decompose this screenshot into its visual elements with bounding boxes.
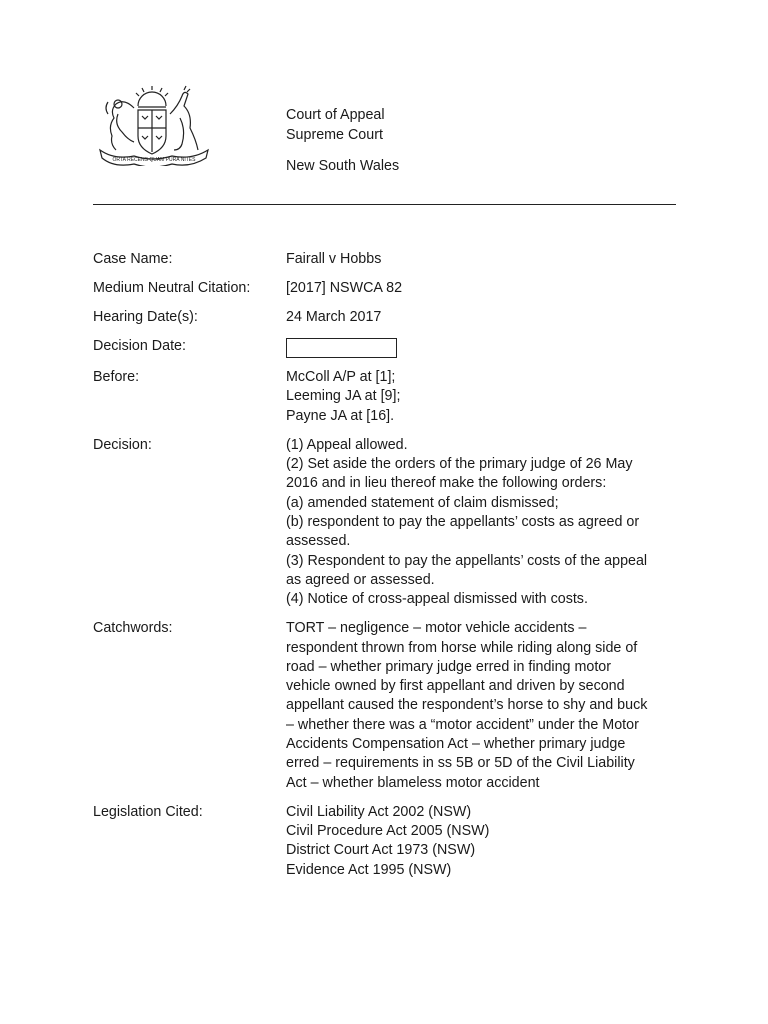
detail-value-line: District Court Act 1973 (NSW) — [286, 842, 476, 859]
detail-label: Medium Neutral Citation: — [93, 280, 251, 297]
court-identification — [286, 106, 399, 177]
jurisdiction: New South Wales — [286, 158, 400, 174]
detail-value-line: Evidence Act 1995 (NSW) — [286, 861, 452, 878]
detail-row-decision — [93, 436, 676, 610]
detail-value-line: McColl A/P at [1]; — [286, 369, 396, 386]
detail-value — [286, 337, 676, 358]
detail-label: Decision: — [93, 436, 152, 453]
svg-text:ORTA RECENS QUAM PURA NITES: ORTA RECENS QUAM PURA NITES — [112, 157, 196, 163]
detail-value — [286, 250, 676, 269]
detail-value — [286, 803, 676, 880]
detail-value-line: Leeming JA at [9]; — [286, 388, 401, 405]
detail-value-line: Civil Liability Act 2002 (NSW) — [286, 803, 472, 820]
detail-value-line: [2017] NSWCA 82 — [286, 280, 403, 297]
detail-label: Catchwords: — [93, 620, 173, 637]
detail-row-medium-neutral-citation — [93, 279, 676, 298]
decision-date-field[interactable] — [286, 338, 397, 358]
detail-label: Case Name: — [93, 251, 173, 267]
detail-row-hearing-date-s — [93, 308, 676, 327]
detail-value-line: (4) Notice of cross-appeal dismissed with costs. — [286, 591, 588, 608]
detail-row-case-name — [93, 250, 676, 269]
nsw-coat-of-arms-logo — [94, 84, 214, 166]
detail-value-line: (3) Respondent to pay the appellants’ costs of the appeal as agreed or assessed. — [286, 552, 648, 588]
detail-value — [286, 279, 676, 298]
detail-value-line: TORT – negligence – motor vehicle accidents – respondent thrown from horse while riding along side of road – whether primary judge erred in finding motor vehicle owned by first appellant and driven by second appellant caused the respondent’s horse to shy and buck – whether there was a “motor accident” under the Motor Accidents Compensation Act – whether primary judge erred – requirements in ss 5B or 5D of the Civil Liability Act – whether blameless motor accident — [286, 620, 648, 791]
header-divider — [93, 204, 676, 205]
detail-row-before — [93, 368, 676, 426]
detail-value-line: (2) Set aside the orders of the primary judge of 26 May 2016 and in lieu thereof make the following orders: — [286, 456, 633, 492]
detail-label: Hearing Date(s): — [93, 309, 198, 326]
detail-label: Decision Date: — [93, 338, 186, 355]
detail-value-line: (b) respondent to pay the appellants’ costs as agreed or assessed. — [286, 513, 640, 550]
detail-value — [286, 308, 676, 327]
detail-value — [286, 436, 676, 610]
court-name: Court of Appeal — [286, 107, 385, 123]
detail-value-line: Fairall v Hobbs — [286, 251, 382, 267]
detail-value — [286, 368, 676, 426]
detail-value-line: Payne JA at [16]. — [286, 407, 395, 424]
detail-value-line: 24 March 2017 — [286, 309, 382, 326]
detail-label: Before: — [93, 369, 140, 386]
detail-value-line: (1) Appeal allowed. — [286, 436, 408, 453]
case-details-table — [93, 250, 676, 890]
detail-row-legislation-cited — [93, 803, 676, 880]
detail-value — [286, 619, 676, 793]
detail-value-line: Civil Procedure Act 2005 (NSW) — [286, 823, 490, 839]
detail-value-line: (a) amended statement of claim dismissed; — [286, 494, 559, 511]
detail-row-catchwords — [93, 619, 676, 793]
detail-row-decision-date — [93, 337, 676, 358]
court-division: Supreme Court — [286, 126, 383, 143]
detail-label: Legislation Cited: — [93, 803, 203, 820]
